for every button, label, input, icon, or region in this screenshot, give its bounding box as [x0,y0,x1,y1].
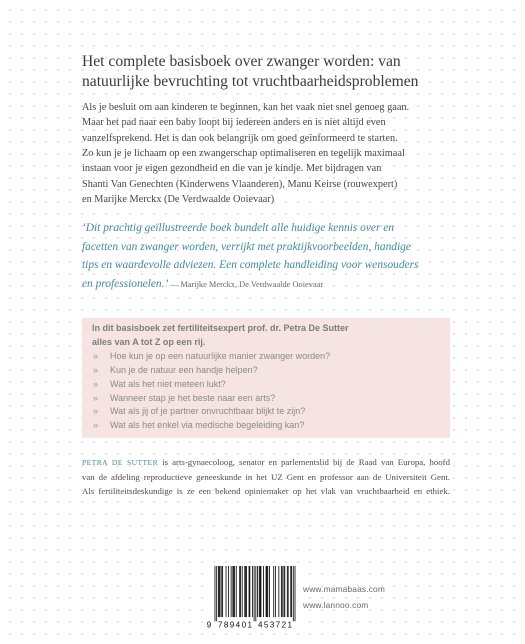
highlight-intro-line: In dit basisboek zet fertiliteitsexpert prof. dr. Petra De Sutter [92,323,349,333]
barcode-bar [236,566,237,617]
quote-last-line [82,275,418,295]
bullet-icon: » [93,350,99,361]
intro-paragraph [82,100,409,207]
quote-line: tips en waardevolle adviezen. Een complete handleiding voor wensouders [82,259,419,272]
list-item-text: Hoe kun je op een natuurlijke manier zwanger worden? [110,350,331,361]
barcode-bar [263,566,264,617]
barcode-bar [266,566,267,617]
barcode-bar [245,566,246,617]
barcode-bar [239,566,240,617]
barcode-bar [257,566,258,617]
barcode-bars [215,566,296,621]
bullet-icon: » [93,378,99,389]
list-item-text: Wat als het niet meteen lukt? [110,378,226,389]
barcode-bar [284,566,285,617]
heading-line: Het complete basisboek over zwanger worden: van [82,53,401,70]
barcode-bar [273,566,274,617]
list-item [92,405,440,419]
barcode-bar [254,566,255,621]
list-item-text: Wanneer stap je het beste naar een arts? [110,392,276,403]
bio-line [82,455,450,470]
barcode-bar [290,566,291,617]
quote-line: ‘Dit prachtig geïllustreerde boek bundelt alle huidige kennis over en [82,222,395,234]
list-item [92,419,440,433]
barcode-bar [244,566,245,617]
barcode-bar [259,566,260,617]
barcode-bar [222,566,223,617]
bullet-icon: » [93,420,99,431]
barcode-bar [284,566,285,617]
barcode-bar [231,566,232,617]
list-item-text: Kun je de natuur een handje helpen? [110,364,258,375]
barcode-bar [215,566,216,621]
barcode-bar [218,566,219,617]
bullet-icon: » [93,406,99,417]
bio-line: van de afdeling reproductieve geneeskunde in het UZ Gent en professor aan de Universiteit Gent. [82,472,450,482]
website-url: www.mamabaas.com [303,584,385,594]
list-item [92,378,440,392]
highlight-intro-line: alles van A tot Z op een rij. [92,336,206,347]
intro-line: Zo kun je je lichaam op een zwangerschap optimaliseren en tegelijk maximaal [82,148,405,160]
barcode-bar [287,566,288,617]
barcode-bar [220,566,221,617]
bullet-icon: » [93,392,99,403]
barcode-graphic [206,566,298,629]
list-item-text: Wat als jij of je partner onvruchtbaar blijkt te zijn? [110,406,306,417]
bio-text: is arts-gynaecoloog, senator en parlementslid bij de Raad van Europa, hoofd [162,457,450,467]
barcode-bar [255,566,256,621]
intro-line: en Marijke Merckx (De Verdwaalde Ooievaar) [82,194,275,206]
cover-heading [82,52,418,91]
list-item-text: Wat als het enkel via medische begeleiding kan? [110,420,305,431]
barcode-left-digits: 789401 [217,620,252,629]
barcode-bar [267,566,268,617]
list-item [92,350,440,364]
bullet-icon: » [93,364,99,375]
intro-line: vanzelfsprekend. Het is dan ook belangrijk om goed geïnformeerd te starten. [82,132,398,144]
barcode-bar [281,566,282,617]
quote-attribution: — Marijke Merckx, De Verdwaalde Ooievaar [169,280,324,290]
website-list [303,581,385,613]
barcode-bar [221,566,222,617]
intro-line: Als je besluit om aan kinderen te beginnen, kan het vaak niet snel genoeg gaan. [82,102,410,113]
barcode-bar [226,566,227,617]
list-item [92,392,440,406]
barcode-bar [249,566,250,617]
barcode-bar [232,566,233,617]
barcode-bar [228,566,229,617]
barcode-bar [240,566,241,617]
testimonial-quote [82,219,418,295]
quote-line-end: en professionelen.’ [82,278,167,291]
barcode-bar [288,566,289,617]
barcode-bar [260,566,261,617]
barcode-bar [242,566,243,617]
intro-line: Shanti Van Genechten (Kinderwens Vlaanderen), Manu Keirse (rouwexpert) [82,178,398,190]
intro-line: instaan voor je eigen gezondheid en die van je kindje. Met bijdragen van [82,163,382,175]
intro-line: Maar het pad naar een baby loopt bij iedereen anders en is niet altijd even [82,117,386,129]
barcode-bar [249,566,250,617]
barcode-bar [282,566,283,617]
barcode-bar [275,566,276,617]
barcode-bar [266,566,267,617]
quote-line: facetten van zwanger worden, verrijkt met praktijkvoorbeelden, handige [82,240,411,253]
barcode-bar [234,566,235,617]
barcode-bar [278,566,279,617]
barcode-bar [269,566,270,617]
barcode-bar [261,566,262,617]
barcode-bar [246,566,247,617]
website-url: www.lannoo.com [303,600,369,610]
barcode-right-digits: 453721 [257,620,293,629]
author-name: PETRA DE SUTTER [82,458,159,467]
isbn-barcode [203,565,299,631]
heading-line: natuurlijke bevruchting tot vruchtbaarheidsproblemen [82,72,419,90]
barcode-bar [216,566,217,621]
highlight-box [82,318,450,438]
barcode-bar [291,566,292,617]
barcode-first-digit: 9 [206,620,212,629]
list-item [92,364,440,378]
barcode-bar [295,566,296,621]
bio-line: Als fertiliteitsdeskundige is ze een bekend opiniemaker op het vlak van vruchtbaarheid en ethiek. [82,486,450,496]
author-bio [82,455,450,498]
barcode-bar [293,566,294,621]
barcode-bar [233,566,234,617]
barcode-bar [219,566,220,617]
barcode-bar [252,566,253,617]
